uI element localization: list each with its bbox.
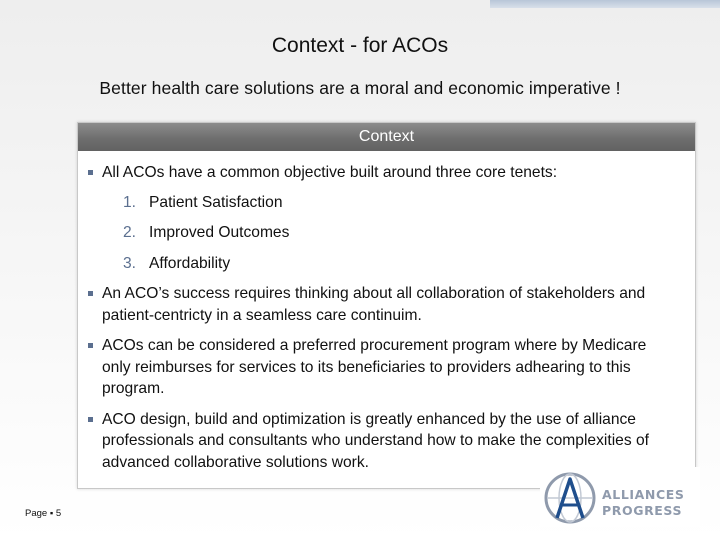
- bullet-text: ACO design, build and optimization is greatly enhanced by the use of alliance professionals and consultants who understand how to make the complexities of advanced collaborative solutions work.: [102, 410, 649, 471]
- bullet-text: An ACO’s success requires thinking about all collaboration of stakeholders and patient-centricty in a seamless care continuim.: [102, 285, 646, 324]
- bullet-square-icon: [88, 417, 93, 422]
- logo-text-line2: PROGRESS: [602, 503, 683, 518]
- tenet-number: 1.: [123, 193, 137, 211]
- bullet-item: [88, 335, 677, 400]
- bullet-square-icon: [88, 343, 93, 348]
- bullet-item: [88, 283, 677, 326]
- tenet-number: 2.: [123, 224, 137, 241]
- tenet-label: Improved Outcomes: [149, 224, 290, 241]
- bullet-item: [88, 162, 677, 184]
- panel-header: Context: [78, 123, 695, 151]
- tenet-item: [123, 222, 677, 243]
- top-decor-strip: [490, 0, 720, 8]
- context-panel: [77, 122, 696, 489]
- tenet-item: [123, 192, 677, 213]
- bullet-text: All ACOs have a common objective built around three core tenets:: [102, 164, 558, 181]
- alliances-progress-logo: [540, 467, 700, 527]
- logo-text-line1: ALLIANCES: [602, 487, 685, 502]
- panel-body: [78, 151, 695, 473]
- slide-subtitle: Better health care solutions are a moral and economic imperative !: [99, 78, 621, 98]
- tenet-item: [123, 253, 677, 274]
- page-number: Page ▪ 5: [25, 508, 62, 519]
- bullet-item: [88, 409, 677, 474]
- bullet-square-icon: [88, 170, 93, 175]
- tenet-number: 3.: [123, 254, 137, 272]
- tenet-label: Affordability: [149, 254, 231, 272]
- bullet-text: ACOs can be considered a preferred procurement program where by Medicare only reimburses for services to its beneficiaries to providers adhearing to this program.: [102, 337, 647, 397]
- tenet-label: Patient Satisfaction: [149, 193, 283, 211]
- bullet-square-icon: [88, 291, 93, 296]
- tenets-list: [123, 192, 677, 274]
- globe-logo-icon: [543, 471, 597, 525]
- slide-title: Context - for ACOs: [271, 34, 449, 57]
